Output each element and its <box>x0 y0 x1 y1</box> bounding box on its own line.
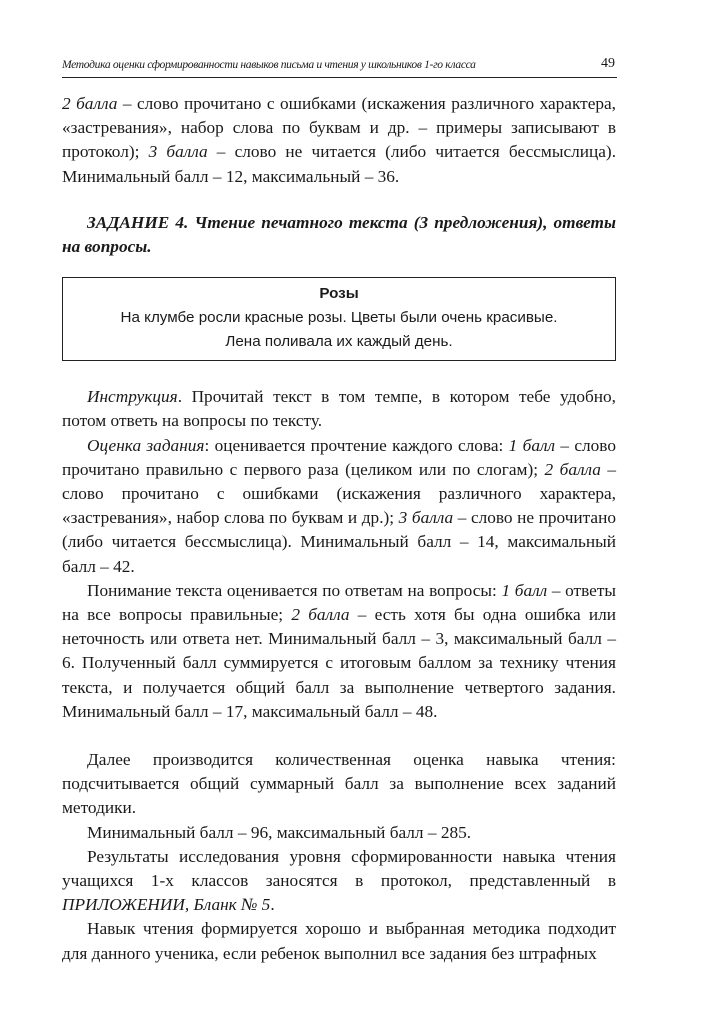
paragraph-scoring-continued: 2 балла – слово прочитано с ошибками (искажения различного характера, «застревания», набор слова по буквам и др. – примеры записывают в протокол); 3 балла – слово не читается (либо читается бессмыслица). Минимальный балл – 12, максимальный – 36. <box>62 94 617 186</box>
paragraph-comprehension: Понимание текста оценивается по ответам на вопросы: 1 балл – ответы на все вопросы правильные; 2 балла – есть хотя бы одна ошибка или неточность или ответа нет. Минимальный балл – 3, максимальный балл – 6. Полученный балл суммируется с итоговым баллом за технику чтения текста, и получается общий балл за выполнение четвертого задания. Минимальный балл – 17, максимальный балл – 48. <box>62 580 617 721</box>
paragraph-further: Далее производится количественная оценка навыка чтения: подсчитывается общий суммарный балл за выполнение всех заданий методики. <box>62 750 616 818</box>
paragraph-total-range: Минимальный балл – 96, максимальный балл – 285. <box>87 822 472 842</box>
paragraph-instruction: Инструкция. Прочитай текст в том темпе, в котором тебе удобно, потом ответь на вопросы по тексту. <box>62 387 616 431</box>
reading-text-line: На клумбе росли красные розы. Цветы были очень красивые. <box>120 309 558 327</box>
reading-text-title: Розы <box>319 285 359 303</box>
reading-text-line: Лена поливала их каждый день. <box>225 333 453 351</box>
task-4-heading: ЗАДАНИЕ 4. Чтение печатного текста (3 предложения), ответы на вопросы. <box>62 212 616 257</box>
page-body <box>62 92 616 966</box>
running-title: Методика оценки сформированности навыков письма и чтения у школьников 1-го класса <box>62 58 476 71</box>
reading-text-box <box>62 277 616 361</box>
paragraph-evaluation: Оценка задания: оценивается прочтение каждого слова: 1 балл – слово прочитано правильно с первого раза (целиком или по слогам); 2 балла – слово прочитано с ошибками (искажения различного характера, «застревания», набор слова по буквам и др.); 3 балла – слово не прочитано (либо читается бессмыслица). Минимальный балл – 14, максимальный балл – 42. <box>62 435 617 576</box>
page-number: 49 <box>601 56 615 71</box>
paragraph-results: Результаты исследования уровня сформированности навыка чтения учащихся 1-х классов заносятся в протокол, представленный в ПРИЛОЖЕНИИ, Бланк № 5. <box>62 846 616 915</box>
running-header <box>62 55 617 78</box>
spacer <box>62 724 616 748</box>
paragraph-conclusion: Навык чтения формируется хорошо и выбранная методика подходит для данного ученика, если ребенок выполнил все задания без штрафных <box>62 919 616 963</box>
